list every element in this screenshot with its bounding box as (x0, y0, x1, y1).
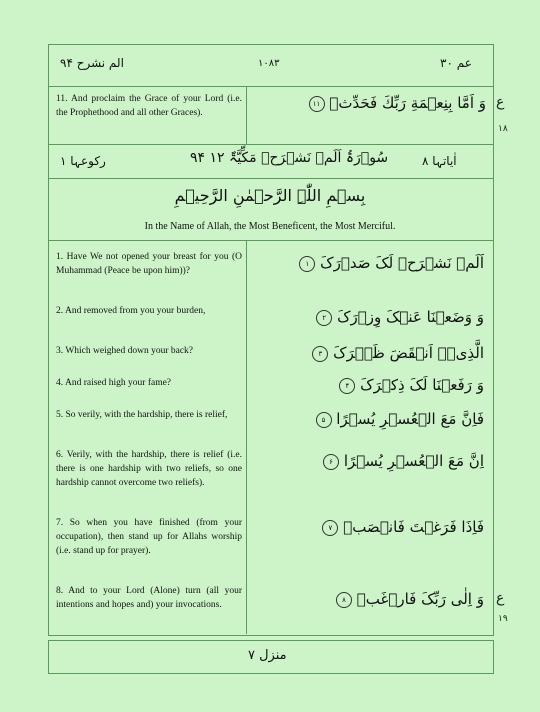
surah-title: ۹۴ سُوۡرَۃُ اَلَمۡ نَشۡرَحۡ مَکِّیَّۃٌ ۱۲ (190, 150, 389, 166)
divider (48, 86, 494, 87)
ruku-number-bottom: ۱۹ (498, 614, 508, 624)
page-number: ۱۰۸۳ (258, 58, 280, 69)
verse-arabic (250, 254, 484, 272)
verse-arabic (250, 344, 484, 362)
verse-arabic (250, 590, 484, 608)
divider (48, 240, 494, 241)
verse-arabic (250, 452, 484, 470)
verse-english: 4. And raised high your fame? (56, 378, 172, 388)
verse-english: 8. And to your Lord (Alone) turn (all your intentions and hopes and) your invocations. (56, 586, 242, 610)
ayat-count-label: اٰیاتہا ۸ (422, 154, 457, 168)
basmala-arabic: بِسۡمِ اللّٰہِ الرَّحۡمٰنِ الرَّحِیۡمِ (174, 186, 366, 205)
verse-arabic (250, 376, 484, 394)
header-right-label: عم ۳۰ (440, 56, 472, 70)
verse-arabic (250, 410, 484, 428)
column-divider (246, 86, 247, 144)
arabic-text: فَاِذَا فَرَغۡتَ فَانۡصَبۡ (343, 518, 484, 536)
ayah-number-marker: ۱۱ (309, 96, 325, 112)
basmala-english: In the Name of Allah, the Most Beneficent, the Most Merciful. (144, 221, 396, 232)
top-verse-arabic (250, 94, 486, 112)
ruku-number-top: ۱۸ (498, 124, 508, 134)
ruku-mark-top: ع (496, 94, 505, 110)
divider (48, 144, 494, 145)
manzil-label: منزل ۷ (248, 648, 287, 663)
arabic-text: اِنَّ مَعَ الۡعُسۡرِ یُسۡرًا (343, 452, 484, 470)
verse-english: 1. Have We not opened your breast for you (O Muhammad (Peace be upon him))? (56, 252, 242, 276)
column-divider (246, 240, 247, 634)
ayah-number-marker: ۱ (299, 256, 315, 272)
top-verse-english: 11. And proclaim the Grace of your Lord (i.e. the Prophethood and all other Graces). (56, 94, 242, 118)
verse-english: 3. Which weighed down your back? (56, 346, 194, 356)
ayah-number-marker: ۲ (316, 310, 332, 326)
arabic-text: وَ رَفَعۡنَا لَکَ ذِکۡرَکَ (360, 376, 484, 394)
verse-arabic (250, 308, 484, 326)
divider (48, 178, 494, 179)
verse-english: 7. So when you have finished (from your occupation), then stand up for Allahs worship (i.e. stand up for prayer). (56, 518, 242, 556)
arabic-text: وَ وَضَعۡنَا عَنۡکَ وِزۡرَکَ (337, 308, 484, 326)
arabic-text: وَ اِلٰی رَبِّکَ فَارۡغَبۡ (356, 590, 484, 608)
header-left-label: الم نشرح ۹۴ (60, 56, 124, 70)
verse-english: 5. So verily, with the hardship, there is relief, (56, 410, 228, 420)
arabic-text: وَ اَمَّا بِنِعۡمَةِ رَبِّكَ فَحَدِّثۡ (329, 94, 486, 112)
arabic-text: فَاِنَّ مَعَ الۡعُسۡرِ یُسۡرًا (336, 410, 484, 428)
arabic-text: الَّذِیۡۤ اَنۡقَضَ ظَہۡرَکَ (333, 344, 484, 362)
ruku-count-label: رکوعہا ۱ (60, 154, 106, 168)
ayah-number-marker: ۸ (336, 592, 352, 608)
ayah-number-marker: ۶ (323, 454, 339, 470)
ayah-number-marker: ۴ (339, 378, 355, 394)
ayah-number-marker: ۷ (322, 520, 338, 536)
verse-english: 2. And removed from you your burden, (56, 306, 206, 316)
ayah-number-marker: ۵ (316, 412, 332, 428)
ruku-mark-bottom: ع (496, 590, 505, 606)
arabic-text: اَلَمۡ نَشۡرَحۡ لَکَ صَدۡرَکَ (320, 254, 484, 272)
verse-arabic (250, 518, 484, 536)
verse-english: 6. Verily, with the hardship, there is relief (i.e. there is one hardship with two reliefs, so one hardship cannot overcome two reliefs). (56, 450, 242, 488)
ayah-number-marker: ۳ (312, 346, 328, 362)
